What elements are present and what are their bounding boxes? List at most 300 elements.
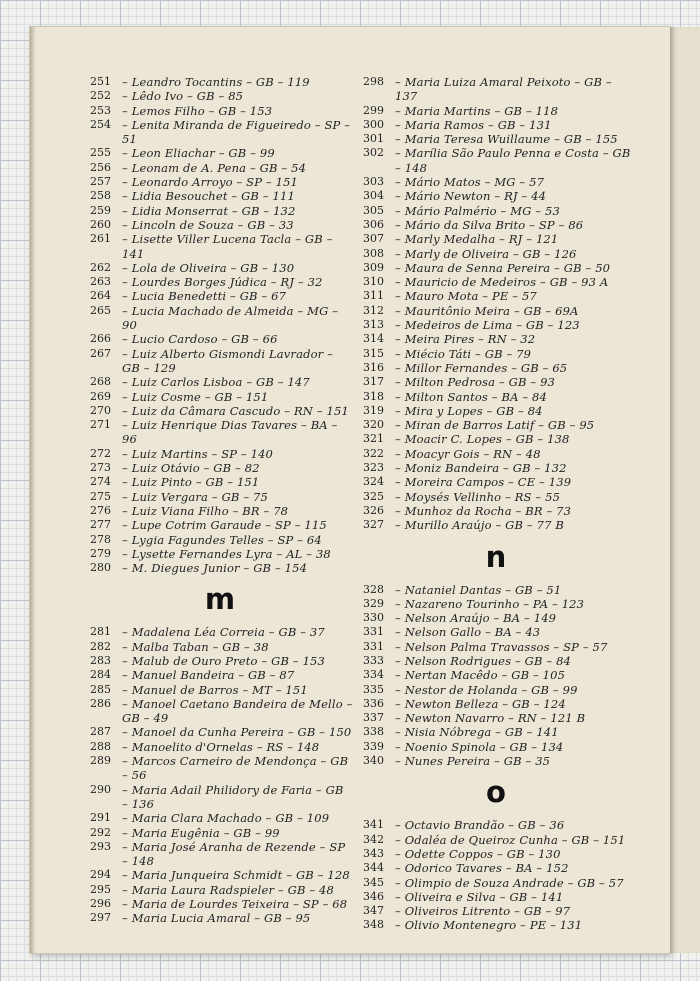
entry-text: – Lygia Fagundes Telles – SP – 64 [122, 532, 322, 547]
entry-number: 335 [363, 682, 384, 696]
entry-number: 290 [90, 782, 111, 796]
index-entry [87, 118, 353, 147]
entry-text: – Olimpio de Souza Andrade – GB – 57 [395, 875, 624, 890]
index-entry [360, 404, 632, 418]
entry-text: – Malba Taban – GB – 38 [122, 639, 269, 654]
index-entry [87, 161, 353, 175]
entry-number: 274 [90, 475, 111, 489]
entry-text: – Maria de Lourdes Teixeira – SP – 68 [122, 897, 348, 912]
entry-text: – Maria Luiza Amaral Peixoto – GB – 137 [395, 75, 612, 104]
entry-number: 292 [90, 825, 111, 839]
entry-text: – Nunes Pereira – GB – 35 [395, 754, 551, 769]
entry-text: – Mário Newton – RJ – 44 [395, 189, 547, 204]
section-heading-o: o [486, 775, 506, 810]
index-entry [360, 332, 632, 346]
entry-text: – Nataniel Dantas – GB – 51 [395, 582, 562, 597]
index-entry [87, 304, 353, 333]
index-entry [87, 347, 353, 376]
index-entry [87, 625, 353, 639]
entry-text: – Maria Eugênia – GB – 99 [122, 825, 280, 840]
entry-text: – Luiz da Câmara Cascudo – RN – 151 [122, 403, 349, 418]
entry-text: – Leandro Tocantins – GB – 119 [122, 75, 310, 89]
entry-number: 322 [363, 446, 384, 460]
entry-number: 272 [90, 446, 111, 460]
index-entry [360, 418, 632, 432]
left-column [87, 75, 353, 926]
section-heading-m: m [204, 582, 236, 617]
index-entry [360, 104, 632, 118]
entry-number: 284 [90, 668, 111, 682]
entry-text: – Marly Medalha – RJ – 121 [395, 232, 559, 247]
entry-number: 294 [90, 868, 111, 882]
index-entry [87, 104, 353, 118]
index-entry [87, 289, 353, 303]
entry-number: 277 [90, 518, 111, 532]
entry-number: 257 [90, 175, 111, 189]
entry-number: 306 [363, 217, 384, 231]
index-entry [360, 218, 632, 232]
entry-number: 325 [363, 489, 384, 503]
entry-text: – Manuel de Barros – MT – 151 [122, 682, 308, 697]
entry-number: 280 [90, 561, 111, 575]
entry-number: 342 [363, 832, 384, 846]
index-entry [360, 640, 632, 654]
entry-number: 255 [90, 146, 111, 160]
entry-text: – Moreira Campos – CE – 139 [395, 475, 572, 490]
entry-text: – Manoelito d'Ornelas – RS – 148 [122, 739, 320, 754]
index-entry [360, 175, 632, 189]
entry-text: – Madalena Léa Correia – GB – 37 [122, 625, 325, 640]
entry-number: 273 [90, 461, 111, 475]
entry-number: 265 [90, 303, 111, 317]
entry-text: – Odaléa de Queiroz Cunha – GB – 151 [395, 832, 626, 847]
entry-number: 302 [363, 146, 384, 160]
entry-text: – Odorico Tavares – BA – 152 [395, 861, 569, 876]
entry-number: 291 [90, 811, 111, 825]
index-entry [360, 740, 632, 754]
entry-text: – Maura de Senna Pereira – GB – 50 [395, 260, 611, 275]
entry-number: 275 [90, 489, 111, 503]
index-entry [360, 611, 632, 625]
index-entry [87, 204, 353, 218]
entry-number: 285 [90, 682, 111, 696]
entry-text: – Nertan Macêdo – GB – 105 [395, 668, 566, 683]
entry-text: – Maria Lucia Amaral – GB – 95 [122, 911, 311, 926]
entry-text: – Marly de Oliveira – GB – 126 [395, 246, 577, 261]
entry-number: 333 [363, 653, 384, 667]
entry-text: – Luiz Otávio – GB – 82 [122, 461, 260, 476]
entry-number: 251 [90, 75, 111, 88]
entry-text: – Marcos Carneiro de Mendonça – GB – 56 [122, 754, 349, 783]
index-entry [360, 304, 632, 318]
index-entry [360, 890, 632, 904]
entry-number: 279 [90, 546, 111, 560]
entry-text: – Manoel Caetano Bandeira de Mello – GB – 49 [122, 696, 353, 726]
entry-number: 315 [363, 346, 384, 360]
entry-text: – M. Diegues Junior – GB – 154 [122, 561, 308, 576]
entry-text: – Lisette Viller Lucena Tacla – GB – 141 [122, 232, 333, 261]
index-entry [360, 668, 632, 682]
entry-text: – Nelson Rodrigues – GB – 84 [395, 653, 572, 668]
index-entry [87, 375, 353, 389]
index-entry [87, 418, 353, 447]
index-entry [87, 175, 353, 189]
index-entry [360, 461, 632, 475]
index-entry [360, 861, 632, 875]
index-entry [360, 876, 632, 890]
entry-number: 253 [90, 103, 111, 117]
entry-text: – Newton Navarro – RN – 121 B [395, 711, 586, 726]
entry-text: – Mauritônio Meira – GB – 69A [395, 303, 579, 318]
entry-text: – Milton Pedrosa – GB – 93 [395, 375, 556, 390]
index-entry [87, 725, 353, 739]
entry-number: 268 [90, 375, 111, 389]
entry-number: 304 [363, 189, 384, 203]
entry-text: – Lola de Oliveira – GB – 130 [122, 260, 295, 275]
entry-number: 283 [90, 653, 111, 667]
entry-text: – Moacir C. Lopes – GB – 138 [395, 432, 570, 447]
entry-text: – Moysés Vellinho – RS – 55 [395, 489, 561, 504]
entry-number: 327 [363, 518, 384, 532]
entry-text: – Lemos Filho – GB – 153 [122, 103, 273, 118]
index-entry [87, 89, 353, 103]
entry-number: 276 [90, 503, 111, 517]
entry-number: 316 [363, 360, 384, 374]
entry-text: – Moacyr Gois – RN – 48 [395, 446, 541, 461]
entry-number: 263 [90, 275, 111, 289]
index-entry [87, 868, 353, 882]
entry-number: 343 [363, 846, 384, 860]
entry-number: 298 [363, 75, 384, 88]
entry-text: – Luiz Henrique Dias Tavares – BA – 96 [122, 418, 338, 447]
entry-number: 301 [363, 132, 384, 146]
entry-number: 334 [363, 668, 384, 682]
index-entry [360, 247, 632, 261]
next-page-edge [670, 27, 700, 953]
index-entry [87, 232, 353, 261]
index-entry [87, 754, 353, 783]
index-entry [87, 826, 353, 840]
index-entry [87, 811, 353, 825]
entry-number: 312 [363, 303, 384, 317]
entry-number: 326 [363, 503, 384, 517]
index-entry [87, 189, 353, 203]
index-entry [87, 404, 353, 418]
entry-text: – Lidia Besouchet – GB – 111 [122, 189, 295, 204]
entry-number: 347 [363, 904, 384, 918]
entry-text: – Mário Palmério – MG – 53 [395, 203, 560, 218]
index-entry [360, 75, 632, 104]
entry-text: – Marília São Paulo Penna e Costa – GB – 148 [395, 146, 631, 175]
entry-number: 300 [363, 117, 384, 131]
entry-text: – Luiz Pinto – GB – 151 [122, 475, 260, 490]
entry-text: – Nestor de Holanda – GB – 99 [395, 682, 578, 697]
entry-number: 348 [363, 918, 384, 932]
entry-number: 344 [363, 861, 384, 875]
entry-text: – Lenita Miranda de Figueiredo – SP – 51 [122, 117, 351, 147]
entry-number: 323 [363, 461, 384, 475]
entry-number: 266 [90, 332, 111, 346]
index-entry [360, 447, 632, 461]
entry-number: 281 [90, 625, 111, 639]
index-entry [360, 847, 632, 861]
entry-number: 299 [363, 103, 384, 117]
entry-text: – Mira y Lopes – GB – 84 [395, 403, 543, 418]
entry-text: – Maria Martins – GB – 118 [395, 103, 559, 118]
entry-text: – Miécio Táti – GB – 79 [395, 346, 532, 361]
entry-number: 330 [363, 611, 384, 625]
entry-number: 269 [90, 389, 111, 403]
entry-number: 267 [90, 346, 111, 360]
entry-text: – Mauro Mota – PE – 57 [395, 289, 537, 304]
index-entry [87, 697, 353, 726]
entry-text: – Lincoln de Souza – GB – 33 [122, 217, 294, 232]
index-entry [87, 146, 353, 160]
entry-text: – Miran de Barros Latif – GB – 95 [395, 418, 595, 433]
index-entry [87, 504, 353, 518]
entry-text: – Maria Ramos – GB – 131 [395, 117, 552, 132]
entry-text: – Malub de Ouro Preto – GB – 153 [122, 653, 325, 668]
entry-list-o [360, 818, 632, 932]
entry-number: 341 [363, 818, 384, 832]
entry-number: 346 [363, 889, 384, 903]
entry-number: 328 [363, 582, 384, 596]
index-entry [360, 490, 632, 504]
entry-text: – Lourdes Borges Júdica – RJ – 32 [122, 275, 323, 290]
entry-number: 262 [90, 260, 111, 274]
entry-number: 308 [363, 246, 384, 260]
entry-text: – Nelson Palma Travassos – SP – 57 [395, 639, 608, 654]
entry-text: – Medeiros de Lima – GB – 123 [395, 318, 580, 333]
entry-number: 317 [363, 375, 384, 389]
entry-text: – Odette Coppos – GB – 130 [395, 846, 561, 861]
entry-number: 258 [90, 189, 111, 203]
entry-number: 296 [90, 897, 111, 911]
entry-text: – Luiz Viana Filho – BR – 78 [122, 503, 289, 518]
index-entry [360, 390, 632, 404]
entry-number: 289 [90, 754, 111, 768]
entry-number: 260 [90, 217, 111, 231]
entry-text: – Lêdo Ivo – GB – 85 [122, 89, 244, 104]
entry-number: 286 [90, 696, 111, 710]
index-entry [360, 432, 632, 446]
entry-text: – Lupe Cotrim Garaude – SP – 115 [122, 518, 327, 533]
entry-text: – Luiz Vergara – GB – 75 [122, 489, 268, 504]
index-entry [360, 347, 632, 361]
index-entry [87, 75, 353, 89]
entry-number: 293 [90, 839, 111, 853]
entry-text: – Luiz Alberto Gismondi Lavrador – GB – 129 [122, 346, 334, 375]
entry-number: 287 [90, 725, 111, 739]
entry-number: 331 [363, 639, 384, 653]
index-entry [87, 840, 353, 869]
entry-number: 303 [363, 175, 384, 189]
entry-number: 345 [363, 875, 384, 889]
entry-number: 318 [363, 389, 384, 403]
index-entry [87, 490, 353, 504]
entry-text: – Oliveiros Litrento – GB – 97 [395, 904, 571, 919]
entry-number: 270 [90, 403, 111, 417]
index-entry [87, 261, 353, 275]
entry-text: – Newton Belleza – GB – 124 [395, 696, 566, 711]
index-entry [360, 818, 632, 832]
index-entry [360, 697, 632, 711]
index-entry [87, 390, 353, 404]
index-entry [87, 332, 353, 346]
entry-text: – Maria Junqueira Schmidt – GB – 128 [122, 868, 350, 883]
entry-number: 319 [363, 403, 384, 417]
index-entry [87, 547, 353, 561]
index-entry [87, 218, 353, 232]
index-entry [87, 683, 353, 697]
index-entry [360, 754, 632, 768]
entry-text: – Mário da Silva Brito – SP – 86 [395, 217, 584, 232]
entry-text: – Maria Teresa Wuillaume – GB – 155 [395, 132, 618, 147]
entry-text: – Maria José Aranha de Rezende – SP – 148 [122, 839, 346, 869]
entry-number: 261 [90, 232, 111, 246]
entry-list-m [87, 625, 353, 925]
entry-number: 295 [90, 882, 111, 896]
entry-text: – Lidia Monserrat – GB – 132 [122, 203, 296, 218]
index-entry [360, 318, 632, 332]
entry-number: 320 [363, 418, 384, 432]
entry-number: 309 [363, 260, 384, 274]
index-entry [360, 711, 632, 725]
index-entry [360, 654, 632, 668]
entry-list-m-continued [360, 75, 632, 533]
index-entry [87, 640, 353, 654]
entry-number: 307 [363, 232, 384, 246]
entry-text: – Munhoz da Rocha – BR – 73 [395, 503, 572, 518]
entry-number: 282 [90, 639, 111, 653]
entry-number: 324 [363, 475, 384, 489]
entry-text: – Leon Eliachar – GB – 99 [122, 146, 275, 161]
index-entry [360, 132, 632, 146]
entry-text: – Noenio Spinola – GB – 134 [395, 739, 564, 754]
entry-number: 339 [363, 739, 384, 753]
entry-number: 252 [90, 89, 111, 103]
index-entry [360, 261, 632, 275]
index-entry [87, 518, 353, 532]
entry-text: – Luiz Cosme – GB – 151 [122, 389, 269, 404]
entry-list-n [360, 583, 632, 769]
index-entry [87, 740, 353, 754]
index-entry [87, 668, 353, 682]
entry-text: – Nelson Araújo – BA – 149 [395, 611, 557, 626]
entry-text: – Maria Adail Philidory de Faria – GB – 136 [122, 782, 344, 811]
page-edge-shadow [30, 27, 36, 953]
index-entry [87, 911, 353, 925]
index-entry [360, 204, 632, 218]
index-entry [360, 725, 632, 739]
index-entry [360, 683, 632, 697]
entry-number: 340 [363, 754, 384, 768]
entry-text: – Nelson Gallo – BA – 43 [395, 625, 541, 640]
index-entry [360, 475, 632, 489]
entry-number: 278 [90, 532, 111, 546]
entry-number: 338 [363, 725, 384, 739]
entry-text: – Lysette Fernandes Lyra – AL – 38 [122, 546, 331, 561]
index-entry [87, 475, 353, 489]
entry-number: 305 [363, 203, 384, 217]
entry-text: – Nazareno Tourinho – PA – 123 [395, 596, 585, 611]
section-heading-n: n [485, 539, 507, 574]
entry-number: 256 [90, 160, 111, 174]
entry-number: 329 [363, 596, 384, 610]
entry-text: – Oliveira e Silva – GB – 141 [395, 889, 564, 904]
entry-text: – Maria Clara Machado – GB – 109 [122, 811, 330, 826]
entry-number: 311 [363, 289, 384, 303]
entry-number: 337 [363, 711, 384, 725]
entry-text: – Manuel Bandeira – GB – 87 [122, 668, 295, 683]
entry-number: 259 [90, 203, 111, 217]
index-entry [360, 289, 632, 303]
entry-number: 254 [90, 117, 111, 131]
entry-number: 310 [363, 275, 384, 289]
index-entry [360, 583, 632, 597]
index-entry [87, 447, 353, 461]
index-entry [360, 232, 632, 246]
entry-text: – Moniz Bandeira – GB – 132 [395, 461, 567, 476]
index-entry [360, 118, 632, 132]
index-entry [87, 897, 353, 911]
index-entry [87, 654, 353, 668]
index-entry [360, 504, 632, 518]
entry-text: – Manoel da Cunha Pereira – GB – 150 [122, 725, 352, 740]
entry-text: – Leonam de A. Pena – GB – 54 [122, 160, 307, 175]
index-entry [87, 461, 353, 475]
entry-list-l [87, 75, 353, 575]
index-entry [360, 625, 632, 639]
entry-text: – Nisia Nóbrega – GB – 141 [395, 725, 559, 740]
entry-number: 336 [363, 696, 384, 710]
index-entry [360, 275, 632, 289]
right-column [360, 75, 632, 933]
entry-text: – Mário Matos – MG – 57 [395, 175, 545, 190]
entry-number: 314 [363, 332, 384, 346]
entry-text: – Olivio Montenegro – PE – 131 [395, 918, 583, 933]
index-entry [360, 361, 632, 375]
entry-text: – Luiz Carlos Lisboa – GB – 147 [122, 375, 310, 390]
index-entry [360, 518, 632, 532]
index-entry [87, 533, 353, 547]
index-entry [87, 275, 353, 289]
entry-text: – Lucia Machado de Almeida – MG – 90 [122, 303, 339, 333]
entry-text: – Lucio Cardoso – GB – 66 [122, 332, 278, 347]
entry-text: – Lucia Benedetti – GB – 67 [122, 289, 287, 304]
entry-text: – Octavio Brandão – GB – 36 [395, 818, 565, 833]
index-entry [360, 597, 632, 611]
index-entry [87, 783, 353, 812]
entry-number: 321 [363, 432, 384, 446]
index-entry [360, 833, 632, 847]
entry-text: – Milton Santos – BA – 84 [395, 389, 547, 404]
entry-number: 271 [90, 418, 111, 432]
entry-number: 264 [90, 289, 111, 303]
entry-text: – Meira Pires – RN – 32 [395, 332, 536, 347]
index-entry [360, 904, 632, 918]
entry-number: 297 [90, 911, 111, 925]
index-entry [87, 561, 353, 575]
index-entry [87, 883, 353, 897]
index-entry [360, 189, 632, 203]
index-entry [360, 375, 632, 389]
entry-text: – Murillo Araújo – GB – 77 B [395, 518, 564, 533]
entry-text: – Mauricio de Medeiros – GB – 93 A [395, 275, 609, 290]
entry-number: 313 [363, 318, 384, 332]
entry-number: 288 [90, 739, 111, 753]
entry-text: – Millor Fernandes – GB – 65 [395, 360, 568, 375]
